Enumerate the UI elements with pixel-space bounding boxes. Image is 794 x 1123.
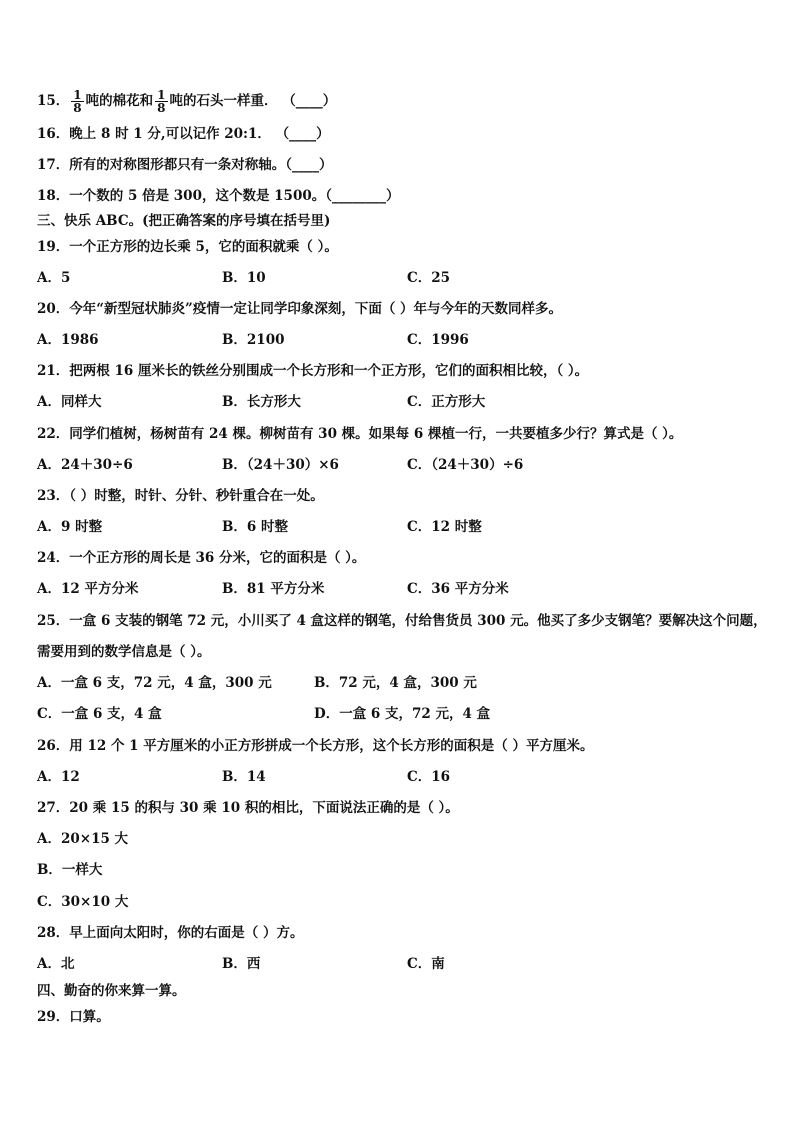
option-b: B．2100 [222, 332, 285, 348]
option-a: A．1986 [37, 332, 99, 348]
option-b: B．长方形大 [222, 394, 301, 410]
question-15 [37, 86, 336, 116]
option-b: B．西 [222, 956, 261, 972]
question-18: 18．一个数的 5 倍是 300，这个数是 1500。（________） [37, 188, 400, 204]
fraction-1: $\frac{1}{8}$ [73, 88, 82, 115]
question-15-tail: 吨的石头一样重． （____） [169, 93, 337, 109]
option-a: A．12 [37, 769, 80, 785]
option-c: C．正方形大 [407, 394, 486, 410]
question-20-stem: 20．今年“新型冠状肺炎”疫情一定让同学印象深刻，下面（ ）年与今年的天数同样多。 [37, 301, 563, 317]
question-25-options-row1 [37, 674, 777, 692]
option-c: C．16 [407, 769, 451, 785]
option-b: B．10 [222, 270, 266, 286]
question-24-stem: 24．一个正方形的周长是 36 分米，它的面积是（ ）。 [37, 550, 366, 566]
option-a: A．9 时整 [37, 519, 103, 535]
option-b: B．72 元，4 盒，300 元 [314, 675, 477, 691]
option-c: C．36 平方分米 [407, 581, 509, 597]
question-27-option-b: B．一样大 [37, 862, 103, 878]
question-27-option-c: C．30×10 大 [37, 894, 129, 910]
question-17: 17．所有的对称图形都只有一条对称轴。（____） [37, 157, 333, 173]
question-19-options [37, 269, 777, 287]
question-27-option-a: A．20×15 大 [37, 831, 129, 847]
option-a: A．5 [37, 270, 71, 286]
question-28-options [37, 955, 777, 973]
question-25-stem-line2: 需要用到的数学信息是（ ）。 [37, 644, 211, 660]
option-b: B．6 时整 [222, 519, 289, 535]
question-23-options [37, 518, 777, 536]
question-25-options-row2 [37, 705, 777, 723]
question-22-options [37, 456, 777, 474]
question-20-options [37, 331, 777, 349]
option-b: B．14 [222, 769, 266, 785]
option-c: C．（24＋30）÷6 [407, 457, 524, 473]
question-26-options [37, 768, 777, 786]
option-a: A．同样大 [37, 394, 102, 410]
option-c: C．南 [407, 956, 445, 972]
question-15-mid: 吨的棉花和 [85, 93, 154, 109]
question-23-stem: 23．（ ）时整，时针、分针、秒针重合在一处。 [37, 488, 324, 504]
option-c: C．25 [407, 270, 451, 286]
option-d: D．一盒 6 支，72 元，4 盒 [314, 706, 491, 722]
question-24-options [37, 580, 777, 598]
option-c: C．一盒 6 支，4 盒 [37, 706, 162, 722]
option-b: B．81 平方分米 [222, 581, 325, 597]
section-four-heading: 四、勤奋的你来算一算。 [37, 983, 186, 999]
question-21-options [37, 393, 777, 411]
option-c: C．12 时整 [407, 519, 482, 535]
section-three-heading: 三、快乐 ABC。(把正确答案的序号填在括号里) [37, 213, 331, 229]
option-a: A．12 平方分米 [37, 581, 139, 597]
question-28-stem: 28．早上面向太阳时，你的右面是（ ）方。 [37, 925, 304, 941]
question-25-stem-line1: 25．一盒 6 支装的钢笔 72 元，小川买了 4 盒这样的钢笔，付给售货员 300 元。他买了多少支钢笔？要解决这个问题， [37, 613, 767, 629]
question-22-stem: 22．同学们植树，杨树苗有 24 棵。柳树苗有 30 棵。如果每 6 棵植一行，一共要植多少行？算式是（ ）。 [37, 426, 683, 442]
question-15-number: 15． [37, 93, 70, 109]
question-16: 16．晚上 8 时 1 分,可以记作 20:1． （____） [37, 126, 330, 142]
question-19-stem: 19．一个正方形的边长乘 5，它的面积就乘（ ）。 [37, 239, 338, 255]
question-27-stem: 27．20 乘 15 的积与 30 乘 10 积的相比，下面说法正确的是（ ）。 [37, 800, 459, 816]
option-a: A．24＋30÷6 [37, 457, 133, 473]
option-b: B．（24＋30）×6 [222, 457, 339, 473]
option-a: A．一盒 6 支，72 元，4 盒，300 元 [37, 675, 272, 691]
question-29: 29．口算。 [37, 1009, 110, 1025]
question-21-stem: 21．把两根 16 厘米长的铁丝分别围成一个长方形和一个正方形，它们的面积相比较，（ ）。 [37, 363, 589, 379]
fraction-2: $\frac{1}{8}$ [157, 88, 166, 115]
option-c: C．1996 [407, 332, 469, 348]
option-a: A．北 [37, 956, 75, 972]
question-26-stem: 26．用 12 个 1 平方厘米的小正方形拼成一个长方形，这个长方形的面积是（ ）平方厘米。 [37, 738, 594, 754]
